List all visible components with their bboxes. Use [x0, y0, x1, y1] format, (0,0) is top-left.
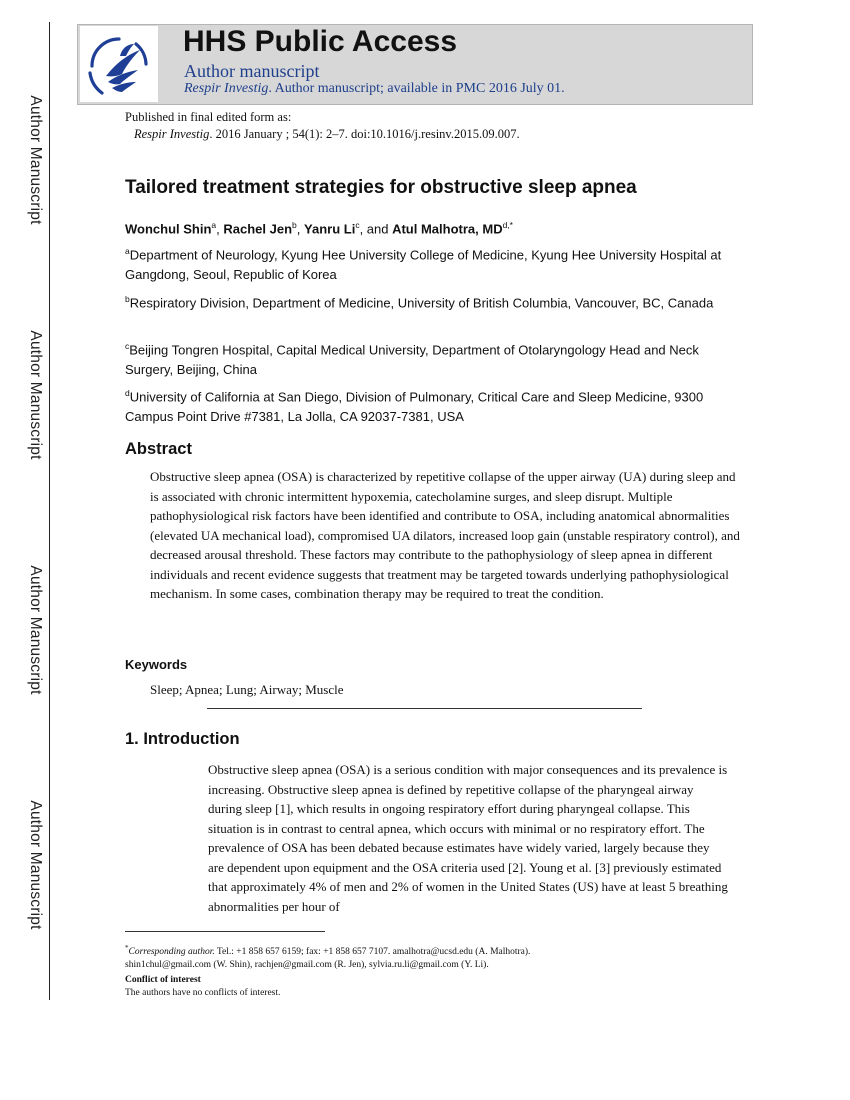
section-divider — [207, 708, 642, 709]
author-name: Yanru Li — [304, 221, 356, 237]
abstract-heading: Abstract — [125, 440, 192, 458]
citation: Respir Investig. 2016 January ; 54(1): 2–7. doi:10.1016/j.resinv.2015.09.007. — [134, 127, 520, 141]
abstract-text: Obstructive sleep apnea (OSA) is characterized by repetitive collapse of the upper airway (UA) during sleep and is associated with chronic intermittent hypoxemia, catecholamine surges, and sleep disrupt. Multiple pathophysiological risk factors have been identified and contribute to OSA, including anatomical abnormalities (elevated UA mechanical load), compromised UA dilators, increased loop gain (unstable respiratory control), and decreased arousal threshold. These factors may contribute to the pathophysiology of sleep apnea in different individuals and recent evidence suggests that treatment may be targeted towards underlying pathophysiological mechanism. In some cases, combination therapy may be required to treat the condition. — [150, 469, 740, 601]
keywords-heading: Keywords — [125, 657, 188, 672]
published-in-label: Published in final edited form as: — [125, 110, 292, 124]
hhs-title: HHS Public Access — [183, 25, 457, 58]
author-list: Wonchul Shin$^a$, Rachel Jen$^b$, Yanru Li$^c$, and Atul Malhotra, $MD^{d,*}$ — [125, 220, 513, 237]
affiliation: $^b$Respiratory Division, Department of Medicine, University of British Columbia, Vancouver, BC, Canada — [125, 294, 714, 311]
hhs-subtitle: Author manuscript — [184, 61, 320, 81]
introduction-text: Obstructive sleep apnea (OSA) is a serious condition with major consequences and its prevalence is increasing. Obstructive sleep apnea is defined by repetitive collapse of the pharyngeal airway during sleep [1], which results in ongoing respiratory effort during pharyngeal collapse. This situation is in contrast to central apnea, which occurs with minimal or no respiratory effort. The prevalence of OSA has been debated because estimates have widely varied, largely because they are dependent upon equipment and the OSA criteria used [2]. Young et al. [3] previously estimated that approximately 4% of men and 2% of women in the United States (US) have at least 5 breathing abnormalities per hour of — [208, 762, 728, 914]
margin-rule — [49, 22, 50, 1000]
author-name: Wonchul Shin — [125, 221, 212, 237]
article-title: Tailored treatment strategies for obstructive sleep apnea — [125, 177, 637, 198]
introduction-heading: 1. Introduction — [125, 730, 240, 748]
footnote-rule — [125, 931, 325, 932]
affiliation: $^d$University of California at San Diego, Division of Pulmonary, Critical Care and Sleep Medicine, 9300 Campus Point Drive #7381, La Jolla, CA 92037-7381, USA — [125, 388, 704, 424]
corresponding-author-footnote: *Corresponding author. Tel.: +1 858 657 6159; fax: +1 858 657 7107. amalhotra@ucsd.edu (A. Malhotra). shin1chul@gmail.com (W. Shin), rachjen@gmail.com (R. Jen), sylvia.ru.li@gmail.com (Y. Li). — [125, 944, 531, 970]
affiliation: $^a$Department of Neurology, Kyung Hee University College of Medicine, Kyung Hee University Hospital at Gangdong, Seoul, Republic of Korea — [125, 246, 722, 282]
keywords-text: Sleep; Apnea; Lung; Airway; Muscle — [150, 682, 344, 697]
affiliation: $^c$Beijing Tongren Hospital, Capital Medical University, Department of Otolaryngology Head and Neck Surgery, Beijing, China — [125, 341, 699, 377]
hhs-eagle-logo-icon — [80, 26, 158, 102]
journal-abbrev-link[interactable]: Respir Investig — [184, 81, 269, 96]
conflict-of-interest-heading: Conflict of interest — [125, 975, 201, 985]
author-name: Rachel Jen — [223, 221, 293, 237]
conflict-of-interest-text: The authors have no conflicts of interest. — [125, 988, 281, 998]
author-name: Atul Malhotra, MD — [392, 221, 503, 237]
hhs-journal-line: Respir Investig. Author manuscript; available in PMC 2016 July 01. — [184, 81, 565, 96]
